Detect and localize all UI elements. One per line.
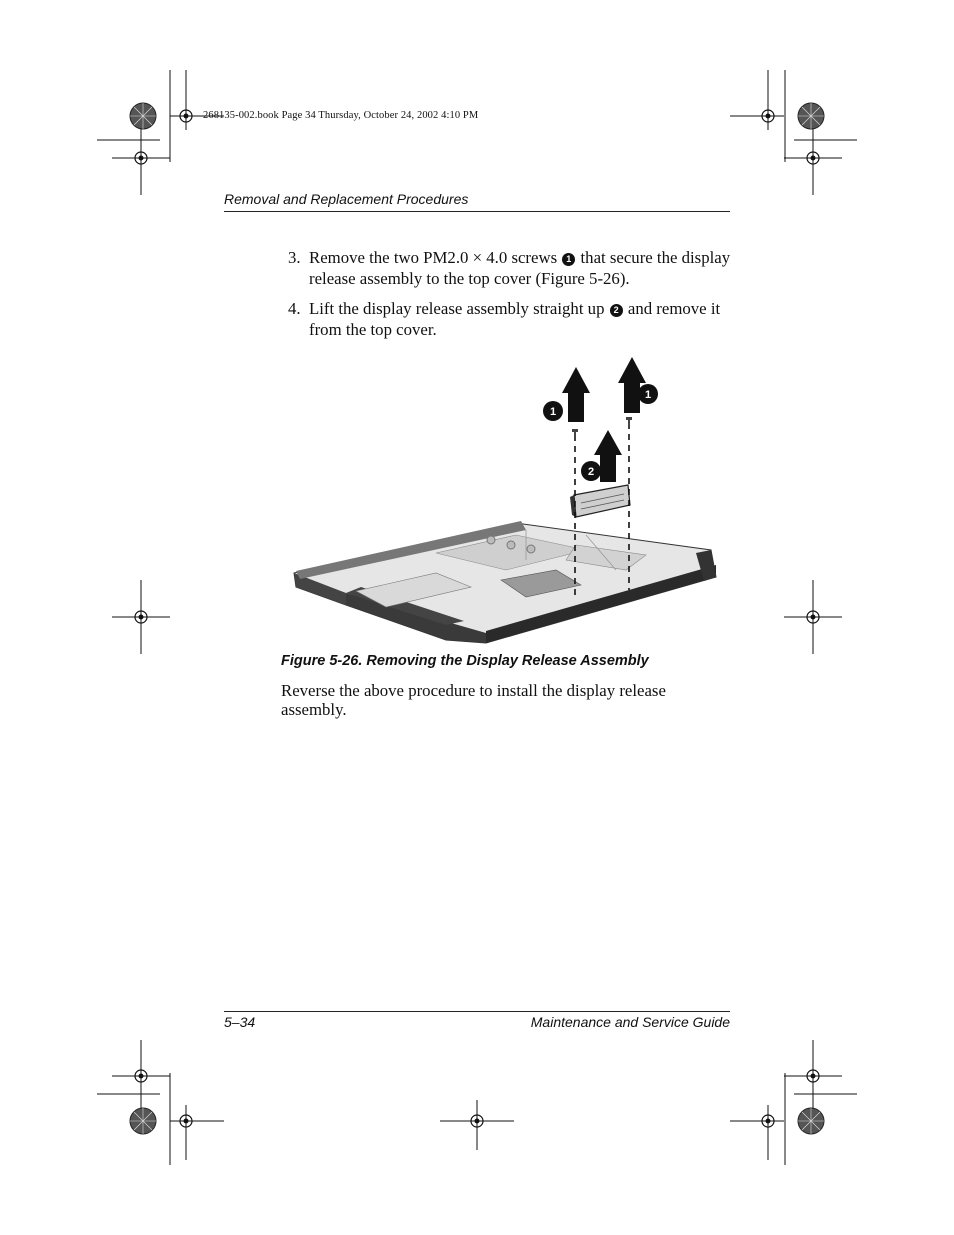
header-rule <box>224 211 730 212</box>
figure-callout-1b: 1 <box>644 389 652 401</box>
printer-slug: 268135-002.book Page 34 Thursday, October 24, 2002 4:10 PM <box>203 110 479 121</box>
step-text-pre: Lift the display release assembly straight up <box>309 299 605 318</box>
step-number: 3. <box>288 248 301 267</box>
footer-rule <box>224 1011 730 1012</box>
step-number: 4. <box>288 299 301 318</box>
figure-callout-2: 2 <box>587 466 595 478</box>
page-number: 5–34 <box>224 1014 256 1030</box>
step-4 <box>288 298 733 340</box>
step-text-post: that secure the display release assembly to the top cover (Figure 5-26). <box>309 248 731 288</box>
callout-1-icon: 1 <box>562 253 575 266</box>
guide-title: Maintenance and Service Guide <box>530 1014 730 1030</box>
step-text-pre: Remove the two PM2.0 × 4.0 screws <box>309 248 558 267</box>
figure-display-release-assembly <box>286 355 726 645</box>
top-cover-illustration <box>294 521 716 643</box>
running-head: Removal and Replacement Procedures <box>224 191 469 207</box>
figure-callout-1a: 1 <box>549 406 557 418</box>
callout-2-icon: 2 <box>610 304 623 317</box>
body-paragraph: Reverse the above procedure to install the display release assembly. <box>281 681 666 719</box>
procedure-steps <box>288 247 733 349</box>
lift-arrows <box>562 357 646 482</box>
step-text-post: and remove it from the top cover. <box>309 299 721 339</box>
figure-caption: Figure 5-26. Removing the Display Release Assembly <box>281 653 649 669</box>
release-assembly-illustration <box>570 485 630 517</box>
step-3 <box>288 247 733 289</box>
